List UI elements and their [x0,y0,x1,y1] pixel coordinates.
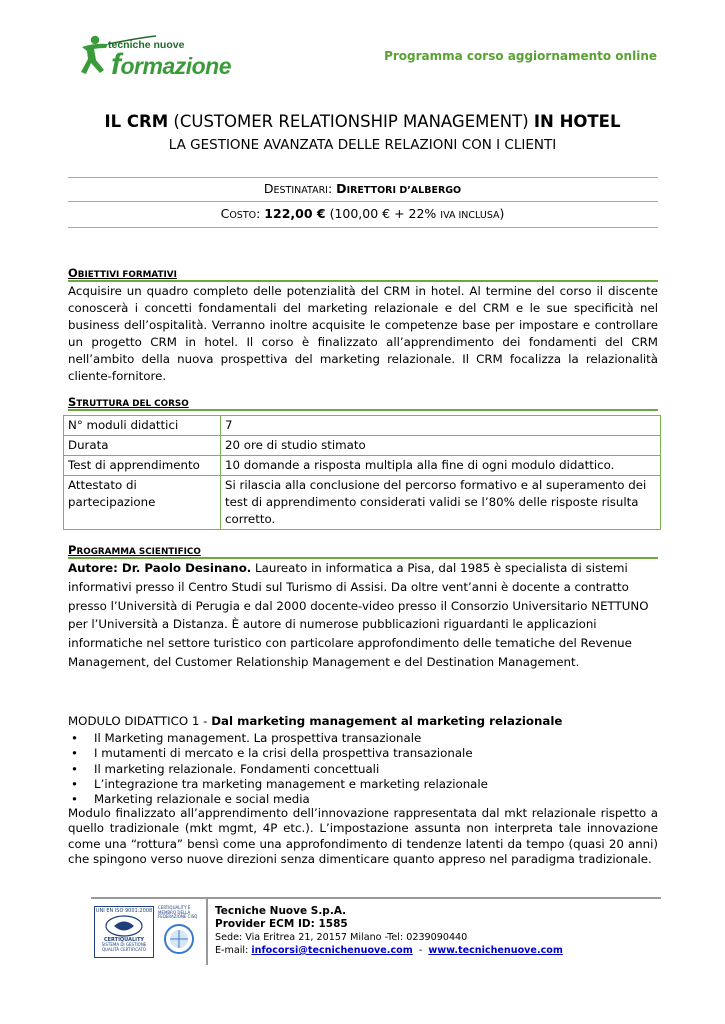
tecniche-nuove-formazione-logo [78,30,232,86]
company-address: Sede: Via Eritrea 21, 20157 Milano -Tel: 0239090440 [215,932,468,943]
logo-text-formazione: formazione [111,48,232,81]
list-item: • I mutamenti di mercato e la crisi della prospettiva transazionale [68,746,668,761]
footer-vertical-divider [206,899,208,965]
module-topic-list [68,731,668,807]
contact-links: E-mail: infocorsi@tecnichenuove.com - www.tecnichenuove.com [215,945,563,956]
header-tagline: Programma corso aggiornamento online [384,49,657,63]
table-row [64,476,661,530]
page-title: IL CRM (CUSTOMER RELATIONSHIP MANAGEMENT) IN HOTEL [104,112,621,131]
section-heading-structure: STRUTTURA DEL CORSO [68,395,189,409]
course-cost: COSTO: 122,00 € (100,00 € + 22% IVA INCLUSA) [220,206,505,221]
module-description: Modulo finalizzato all’apprendimento dell’innovazione rappresentata dal mkt relazionale rispetto a quello tradizionale (mkt mgmt, 4P etc.). L’impostazione assunta non interpreta tale innovazione come una “rottura” bensì come una approfondimento di tendenze latenti da tempo (quasi 20 anni) che spingono verso nuove direzioni senza dimenticare quanto appreso nel paradigma tradizionale. [68,806,658,866]
list-item: • Il marketing relazionale. Fondamenti concettuali [68,762,668,777]
list-item: • Marketing relazionale e social media [68,792,668,807]
divider [68,201,658,202]
list-item: • L’integrazione tra marketing management e marketing relazionale [68,777,668,792]
table-row [64,436,661,456]
divider [68,177,658,178]
section-heading-program: PROGRAMMA SCIENTIFICO [68,543,201,557]
page-subtitle: LA GESTIONE AVANZATA DELLE RELAZIONI CON I CLIENTI [168,137,557,153]
objectives-text: Acquisire un quadro completo delle potenzialità del CRM in hotel. Al termine del corso il discente conoscerà i concetti fondamentali del marketing relazionale e del CRM e le sue specificità nel business dell’ospitalità. Verranno inoltre acquisite le competenze base per impostare e controllare un progetto CRM in hotel. Il corso è finalizzato all’apprendimento dei fondamenti del CRM nell’ambito della nuova prospettiva del marketing relazionale. Il CRM focalizza la relazionalità cliente-fornitore. [68,284,658,383]
table-cell-value: Si rilascia alla conclusione del percorso formativo e al superamento dei test di apprendimento considerati validi se l’80% delle risposte risulta corretto. [221,476,661,530]
section-heading-objectives: OBIETTIVI FORMATIVI [68,266,177,280]
table-row [64,416,661,436]
module-heading: MODULO DIDATTICO 1 - Dal marketing management al marketing relazionale [68,714,563,728]
provider-id: Provider ECM ID: 1585 [215,918,348,930]
section-rule [68,409,658,411]
target-audience: DESTINATARI: DIRETTORI D’ALBERGO [263,181,462,196]
table-cell-value: 7 [221,416,661,436]
author-paragraph: Autore: Dr. Paolo Desinano. Laureato in informatica a Pisa, dal 1985 è specialista di sistemi informativi presso il Centro Studi sul Turismo di Assisi. Da oltre vent’anni è docente a contratto presso l’Università di Perugia e dal 2000 docente-video presso il Consorzio Universitario NETTUNO per l’Università a Distanza. È autore di numerose pubblicazioni riguardanti le applicazioni informatiche nel settore turistico con particolare approfondimento delle tematiche del Revenue Management, del Customer Relationship Management e del Destination Management. [68,561,649,669]
table-row [64,456,661,476]
certiquality-certification-seal [94,906,200,956]
iso-certification-mark: UNI EN ISO 9001:2008 CERTIQUALITY SISTEMA DI GESTIONE QUALITÀ CERTIFICATO [94,906,154,958]
table-cell-value: 10 domande a risposta multipla alla fine di ogni modulo didattico. [221,456,661,476]
table-cell-key: Attestato di partecipazione [64,476,221,530]
footer-divider [91,897,661,899]
email-link[interactable]: infocorsi@tecnichenuove.com [251,945,413,956]
table-cell-value: 20 ore di studio stimato [221,436,661,456]
iqnet-globe-icon [161,923,197,955]
list-item: • Il Marketing management. La prospettiva transazionale [68,731,668,746]
cisq-membership-badge: CERTIQUALITY È MEMBRO DELLA FEDERAZIONE CISQ [158,906,200,956]
divider [68,227,658,228]
table-cell-key: Durata [64,436,221,456]
website-link[interactable]: www.tecnichenuove.com [428,945,563,956]
certiquality-shield-icon [96,915,152,937]
course-structure-table [63,415,661,530]
logo-text-tecniche-nuove: tecniche nuove [108,39,185,51]
section-rule [68,280,658,282]
company-name: Tecniche Nuove S.p.A. [215,905,347,917]
table-cell-key: N° moduli didattici [64,416,221,436]
footer-contact [215,905,563,957]
table-cell-key: Test di apprendimento [64,456,221,476]
